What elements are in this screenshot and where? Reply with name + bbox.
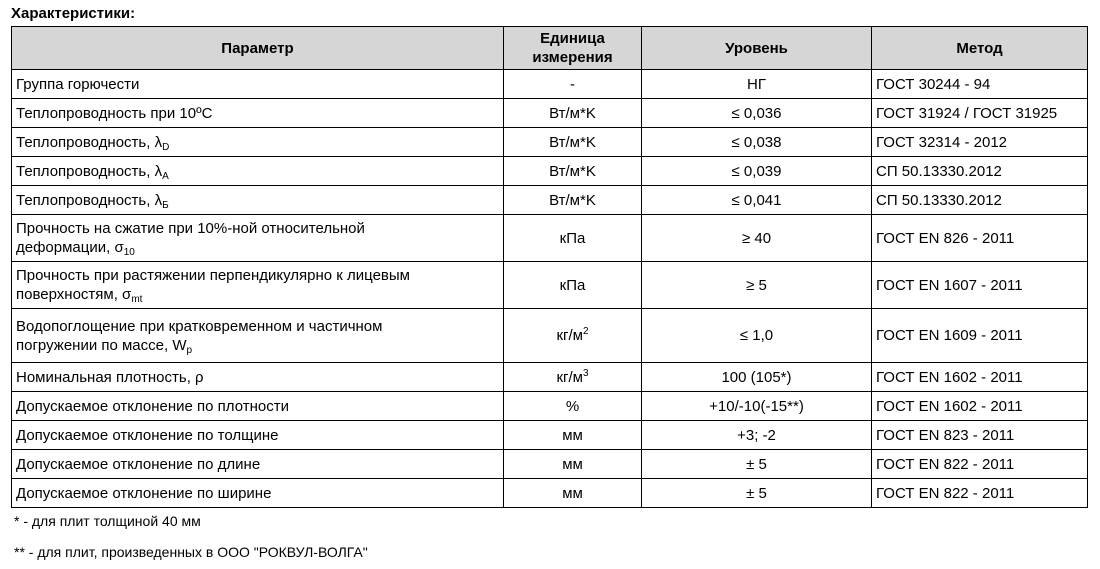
row-param-subscript: А <box>162 170 169 182</box>
row-unit: - <box>504 70 642 99</box>
row-param: Допускаемое отклонение по плотности <box>12 392 504 421</box>
row-param: Теплопроводность при 10ºС <box>12 99 504 128</box>
row-level: ± 5 <box>642 479 872 508</box>
row-method: ГОСТ EN 1602 - 2011 <box>872 363 1088 392</box>
row-param-subscript: 10 <box>123 247 135 258</box>
row-unit: Вт/м*K <box>504 157 642 186</box>
row-method: ГОСТ EN 823 - 2011 <box>872 421 1088 450</box>
row-method: ГОСТ EN 822 - 2011 <box>872 450 1088 479</box>
table-row <box>12 70 1088 99</box>
row-param: Допускаемое отклонение по ширине <box>12 479 504 508</box>
table-row <box>12 450 1088 479</box>
row-method: ГОСТ EN 822 - 2011 <box>872 479 1088 508</box>
table-row <box>12 421 1088 450</box>
row-unit-text: кг/м <box>556 368 583 386</box>
row-method: ГОСТ 32314 - 2012 <box>872 128 1088 157</box>
row-unit: Вт/м*K <box>504 99 642 128</box>
header-unit <box>504 27 642 70</box>
row-param <box>12 186 504 215</box>
row-level: +3; -2 <box>642 421 872 450</box>
row-method: ГОСТ EN 826 - 2011 <box>872 215 1088 262</box>
row-method: СП 50.13330.2012 <box>872 186 1088 215</box>
row-unit: кПа <box>504 215 642 262</box>
row-unit: мм <box>504 421 642 450</box>
row-param <box>12 215 504 262</box>
table-row <box>12 363 1088 392</box>
header-method: Метод <box>872 27 1088 70</box>
row-level: ≤ 0,039 <box>642 157 872 186</box>
row-level: ≤ 0,041 <box>642 186 872 215</box>
footnote-double-asterisk: ** - для плит, произведенных в ООО "РОКВУЛ-ВОЛГА" <box>14 544 368 560</box>
row-param-line2: поверхностям, σ <box>16 286 132 303</box>
row-unit: кПа <box>504 262 642 309</box>
row-level: ≤ 0,038 <box>642 128 872 157</box>
header-param: Параметр <box>12 27 504 70</box>
row-param: Допускаемое отклонение по толщине <box>12 421 504 450</box>
row-param-line2: деформации, σ <box>16 239 124 256</box>
table-row <box>12 186 1088 215</box>
row-param-subscript: Б <box>162 199 169 211</box>
row-param <box>12 128 504 157</box>
header-level: Уровень <box>642 27 872 70</box>
row-param <box>12 157 504 186</box>
row-method: ГОСТ EN 1607 - 2011 <box>872 262 1088 309</box>
table-row <box>12 99 1088 128</box>
row-method: ГОСТ EN 1609 - 2011 <box>872 309 1088 363</box>
table-row <box>12 215 1088 262</box>
row-unit: % <box>504 392 642 421</box>
row-param-line1: Водопоглощение при кратковременном и частичном <box>16 317 383 335</box>
characteristics-table <box>11 26 1088 508</box>
row-unit: Вт/м*K <box>504 186 642 215</box>
row-unit: мм <box>504 450 642 479</box>
header-unit-line2: измерения <box>532 49 613 66</box>
row-unit-superscript: 3 <box>582 367 589 379</box>
row-param-subscript: p <box>186 344 193 356</box>
table-row <box>12 392 1088 421</box>
row-level: ≤ 1,0 <box>642 309 872 363</box>
row-param <box>12 309 504 363</box>
row-param: Номинальная плотность, ρ <box>12 363 504 392</box>
row-param-subscript: mt <box>131 294 143 305</box>
row-method: ГОСТ EN 1602 - 2011 <box>872 392 1088 421</box>
row-param: Допускаемое отклонение по длине <box>12 450 504 479</box>
row-param-text: Теплопроводность, λ <box>16 133 163 151</box>
row-param-text: Теплопроводность, λ <box>16 162 163 180</box>
table-row <box>12 309 1088 363</box>
row-param-line2: погружении по массе, W <box>16 336 187 354</box>
row-unit <box>504 363 642 392</box>
row-unit <box>504 309 642 363</box>
row-level: ≥ 5 <box>642 262 872 309</box>
row-unit-superscript: 2 <box>582 326 589 337</box>
row-level: +10/-10(-15**) <box>642 392 872 421</box>
row-param: Группа горючести <box>12 70 504 99</box>
row-param-text: Теплопроводность, λ <box>16 191 163 209</box>
row-unit: Вт/м*K <box>504 128 642 157</box>
row-method: ГОСТ 31924 / ГОСТ 31925 <box>872 99 1088 128</box>
row-level: НГ <box>642 70 872 99</box>
table-row <box>12 479 1088 508</box>
row-param-subscript: D <box>162 141 170 153</box>
table-row <box>12 128 1088 157</box>
row-method: СП 50.13330.2012 <box>872 157 1088 186</box>
row-unit-text: кг/м <box>556 327 583 344</box>
row-level: ≥ 40 <box>642 215 872 262</box>
header-unit-line1: Единица <box>540 30 605 47</box>
row-param-line1: Прочность на сжатие при 10%-ной относительной <box>16 220 365 237</box>
page-title: Характеристики: <box>11 5 136 22</box>
row-level: ≤ 0,036 <box>642 99 872 128</box>
table-row <box>12 262 1088 309</box>
row-method: ГОСТ 30244 - 94 <box>872 70 1088 99</box>
row-param <box>12 262 504 309</box>
row-param-line1: Прочность при растяжении перпендикулярно к лицевым <box>16 267 410 284</box>
table-row <box>12 157 1088 186</box>
row-level: 100 (105*) <box>642 363 872 392</box>
row-unit: мм <box>504 479 642 508</box>
table-header-row <box>12 27 1088 70</box>
row-level: ± 5 <box>642 450 872 479</box>
footnote-single-asterisk: * - для плит толщиной 40 мм <box>14 513 201 529</box>
